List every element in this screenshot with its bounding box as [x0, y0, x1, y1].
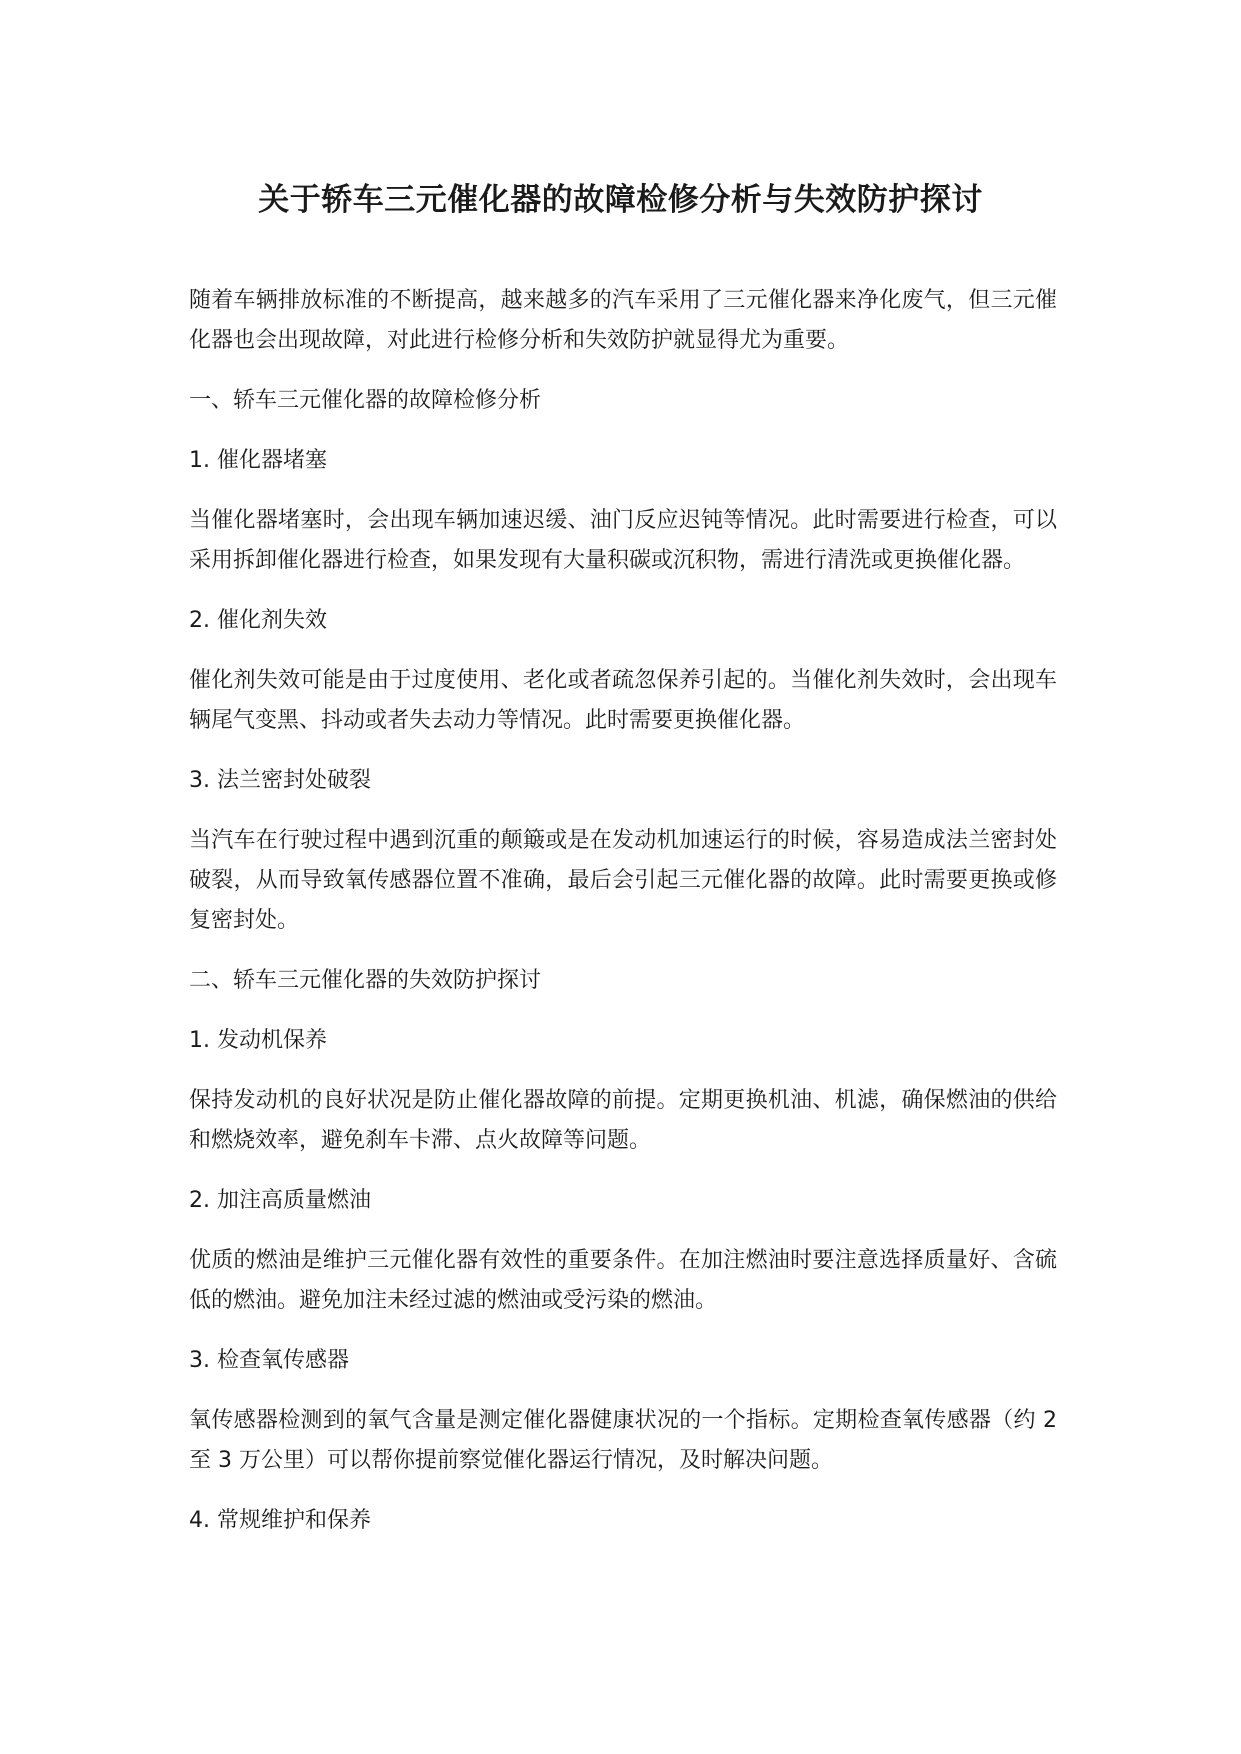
- section-1-item-1-body: 当催化器堵塞时，会出现车辆加速迟缓、油门反应迟钝等情况。此时需要进行检查，可以采用拆卸催化器进行检查，如果发现有大量积碳或沉积物，需进行清洗或更换催化器。: [189, 508, 1057, 573]
- section-2-item-2-body: 优质的燃油是维护三元催化器有效性的重要条件。在加注燃油时要注意选择质量好、含硫低的燃油。避免加注未经过滤的燃油或受污染的燃油。: [189, 1248, 1057, 1313]
- section-2-item-2-heading: 2. 加注高质量燃油: [189, 1188, 371, 1213]
- section-1-heading: 一、轿车三元催化器的故障检修分析: [189, 388, 542, 413]
- document-body: [189, 281, 1057, 1561]
- document-title: 关于轿车三元催化器的故障检修分析与失效防护探讨: [258, 182, 983, 218]
- section-2-item-1-heading: 1. 发动机保养: [189, 1028, 327, 1053]
- intro-paragraph: 随着车辆排放标准的不断提高，越来越多的汽车采用了三元催化器来净化废气，但三元催化器也会出现故障，对此进行检修分析和失效防护就显得尤为重要。: [189, 288, 1057, 353]
- section-1-item-3-heading: 3. 法兰密封处破裂: [189, 768, 371, 793]
- section-2-item-3-heading: 3. 检查氧传感器: [189, 1348, 349, 1373]
- section-2-item-1-body: 保持发动机的良好状况是防止催化器故障的前提。定期更换机油、机滤，确保燃油的供给和燃烧效率，避免刹车卡滞、点火故障等问题。: [189, 1088, 1057, 1153]
- section-2-heading: 二、轿车三元催化器的失效防护探讨: [189, 968, 542, 993]
- section-1-item-1-heading: 1. 催化器堵塞: [189, 448, 327, 473]
- section-2-item-4-heading: 4. 常规维护和保养: [189, 1508, 371, 1533]
- section-1-item-2-heading: 2. 催化剂失效: [189, 608, 327, 633]
- section-1-item-3-body: 当汽车在行驶过程中遇到沉重的颠簸或是在发动机加速运行的时候，容易造成法兰密封处破裂，从而导致氧传感器位置不准确，最后会引起三元催化器的故障。此时需要更换或修复密封处。: [189, 828, 1057, 933]
- section-2-item-3-body: 氧传感器检测到的氧气含量是测定催化器健康状况的一个指标。定期检查氧传感器（约 2 至 3 万公里）可以帮你提前察觉催化器运行情况，及时解决问题。: [189, 1408, 1057, 1473]
- section-1-item-2-body: 催化剂失效可能是由于过度使用、老化或者疏忽保养引起的。当催化剂失效时，会出现车辆尾气变黑、抖动或者失去动力等情况。此时需要更换催化器。: [189, 668, 1057, 733]
